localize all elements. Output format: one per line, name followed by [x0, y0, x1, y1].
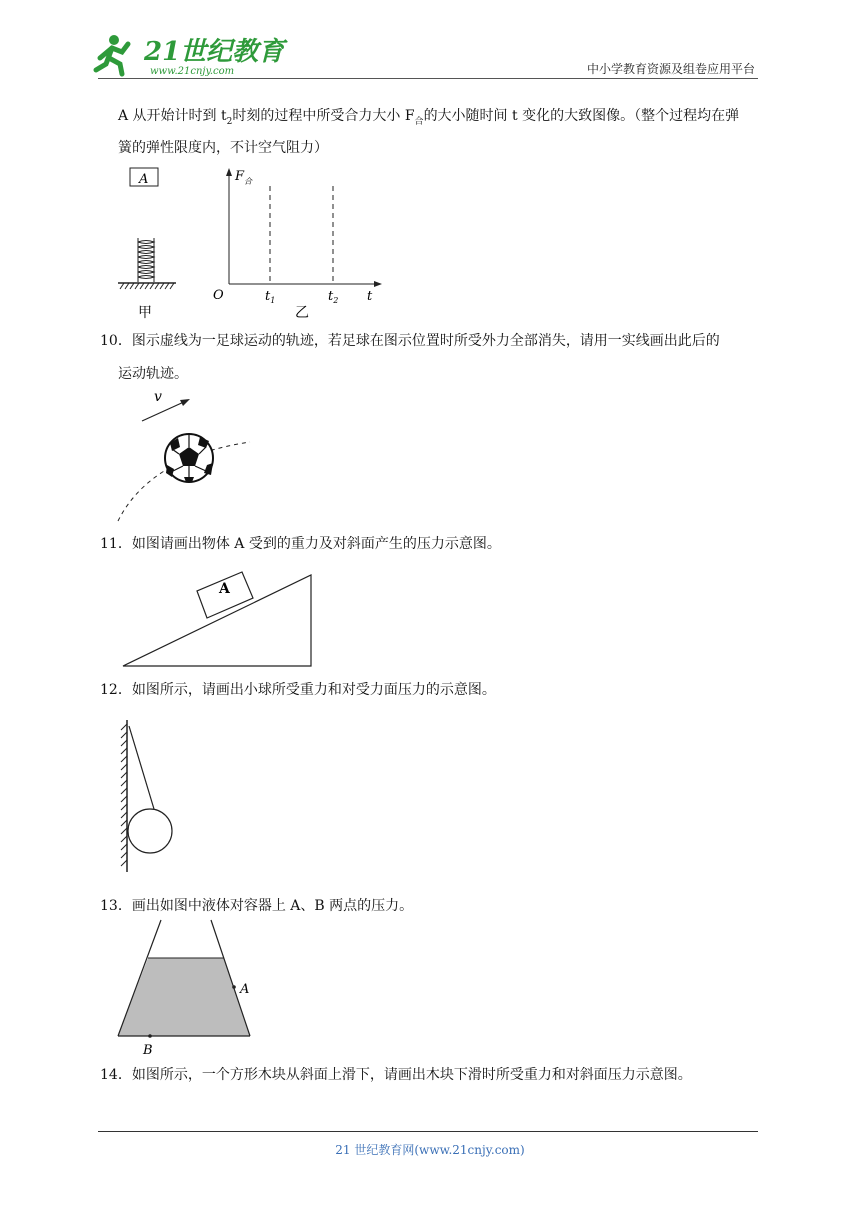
pendulum-wall-figure	[110, 716, 200, 878]
x-axis-label: t	[367, 289, 373, 304]
ground-hatch	[120, 283, 174, 289]
football-figure	[110, 385, 270, 525]
wall-hatch	[121, 724, 127, 866]
footer-divider	[98, 1131, 758, 1132]
liquid	[118, 958, 250, 1036]
football-icon	[165, 434, 213, 482]
point-b	[148, 1034, 152, 1038]
logo-url: www.21cnjy.com	[150, 66, 235, 77]
velocity-arrowhead	[180, 399, 190, 406]
q10-line2: 运动轨迹。	[118, 366, 188, 382]
platform-name: 中小学教育资源及组卷应用平台	[586, 62, 755, 76]
string	[129, 726, 154, 809]
header-divider	[98, 78, 758, 79]
block-a-label: A	[139, 172, 149, 187]
q9-line1: A 从开始计时到 $t_2$时刻的过程中所受合力大小 $F_合$的大小随时间 t 变化的大致图像。（整个过程均在弹	[118, 108, 740, 127]
incline-figure	[115, 560, 320, 670]
site-logo	[92, 28, 285, 80]
force-time-graph	[205, 162, 390, 322]
velocity-arrow	[142, 401, 186, 421]
t1-label: $t_1$	[265, 289, 276, 305]
q12-text: 12．如图所示，请画出小球所受重力和对受力面压力的示意图。	[100, 682, 496, 698]
spring	[138, 238, 154, 282]
y-axis-arrow	[226, 168, 232, 176]
q11-text: 11．如图请画出物体 A 受到的重力及对斜面产生的压力示意图。	[100, 536, 501, 552]
q10-line1: 10．图示虚线为一足球运动的轨迹，若足球在图示位置时所受外力全部消失，请用一实线画出此后的	[100, 333, 720, 349]
container-figure	[110, 918, 270, 1060]
t2-label: $t_2$	[328, 289, 339, 305]
block-a-label: A	[219, 581, 230, 597]
q13-text: 13．画出如图中液体对容器上 A、B 两点的压力。	[100, 898, 414, 914]
caption-yi: 乙	[295, 305, 309, 321]
runner-logo-icon	[96, 35, 128, 74]
y-axis-label: $F_合$	[235, 169, 253, 186]
ball	[128, 809, 172, 853]
q9-line2: 簧的弹性限度内，不计空气阻力）	[118, 140, 328, 156]
spring-figure	[112, 162, 192, 322]
point-a	[232, 985, 236, 989]
q14-text: 14．如图所示，一个方形木块从斜面上滑下，请画出木块下滑时所受重力和对斜面压力示意图。	[100, 1067, 692, 1083]
point-b-label: B	[143, 1043, 153, 1058]
footer-link[interactable]: 21 世纪教育网(www.21cnjy.com)	[335, 1143, 525, 1157]
velocity-label: v	[154, 389, 162, 405]
point-a-label: A	[240, 982, 250, 997]
logo-text: 21世纪教育	[144, 37, 285, 67]
origin-label: O	[213, 288, 224, 303]
caption-jia: 甲	[138, 305, 152, 321]
x-axis-arrow	[374, 281, 382, 287]
